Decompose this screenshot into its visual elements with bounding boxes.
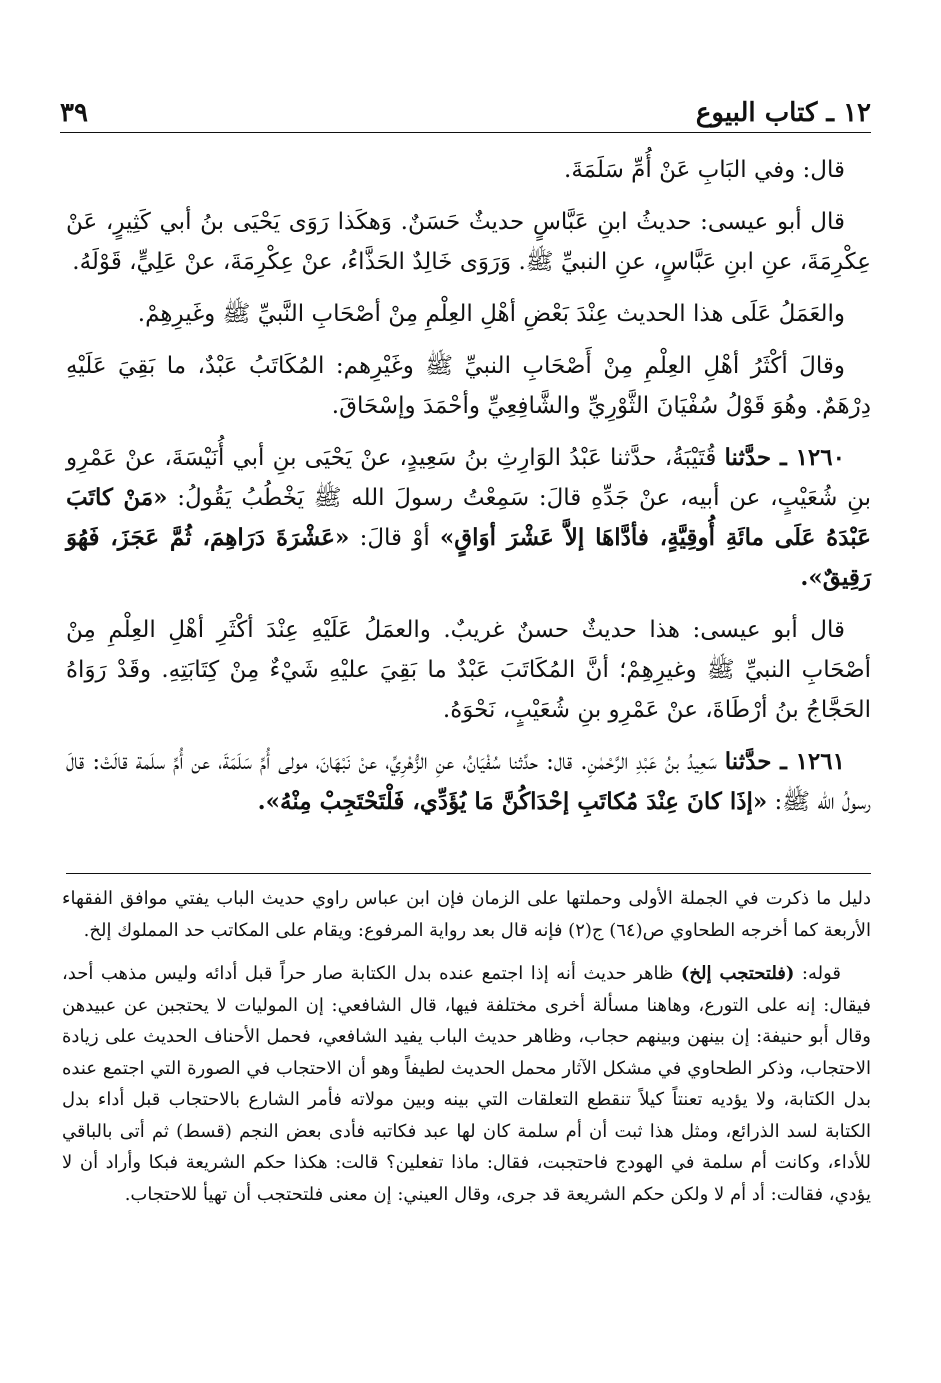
- hadith-1260-isnad: قُتَيْبَةُ، حدَّثنا عَبْدُ الوَارِثِ بنُ سَعِيدٍ، عنْ يَحْيَى بنِ أبي أُنَيْسَةَ، عنْ عَمْرِو بنِ شُعَيْبٍ، عن أبيه، عنْ جَدِّهِ قالَ: سَمِعْتُ رسولَ الله ﷺ يَخْطُبُ يَقُولُ:: [66, 445, 871, 511]
- hadith-1261: [66, 742, 871, 822]
- page-number: ٣٩: [60, 98, 88, 128]
- hadith-1260: [66, 438, 871, 598]
- footnote-separator: [66, 873, 871, 874]
- hadith-1261-number: ١٢٦١ ـ حدَّثنا: [724, 748, 845, 775]
- main-text: [66, 150, 871, 834]
- paragraph-abu-isa-1: قال أبو عيسى: حديثُ ابنِ عَبَّاسٍ حديثٌ حَسَنٌ. وَهكَذا رَوَى يَحْيَى بنُ أبي كَثِيرٍ، عَنْ عِكْرِمَةَ، عنِ ابنِ عَبَّاسٍ، عنِ النبيِّ ﷺ. وَرَوَى خَالِدٌ الحَذَّاءُ، عنْ عِكْرِمَةَ، عنْ عَلِيٍّ، قَوْلَهُ.: [66, 209, 871, 275]
- note-faltahtajib: [62, 958, 871, 1210]
- note-keyword: (فلتحتجب إلخ): [680, 963, 795, 984]
- hadith-1261-matn: «إذَا كانَ عِنْدَ مُكاتَبِ إحْدَاكُنَّ مَا يُؤَدِّي، فَلْتَحْتَجِبْ مِنْهُ».: [257, 788, 768, 815]
- paragraph-amal-1: والعَمَلُ عَلَى هذا الحديث عِنْدَ بَعْضِ أهْلِ العِلْمِ مِنْ أصْحَابِ النَّبيِّ ﷺ وغَيرِهِمْ.: [137, 301, 845, 327]
- note-lead: قوله:: [794, 963, 842, 984]
- note-body: ظاهر حديث أنه إذا اجتمع عنده بدل الكتابة صار حراً قبل أدائه وليس مذهب أحد، فيقال: إنه على التورع، وهاهنا مسألة أخرى مختلفة فيها، قال الشافعي: إن المولیات لا يحتجبن عن عبيدهن وقال أبو حنيفة: إن بينهن وبينهم حجاب، وظاهر حديث الباب يفيد الشافعي، فحمل الأحناف الحديث على زيادة الاحتجاب، وذكر الطحاوي في مشكل الآثار محمل الحديث لطيفاً وهو أن الاحتجاب في الصورة التي اجتمع عنده بدل الكتابة، ولا يؤديه تعنتاً كيلاً تنقطع التعلقات التي بينه وبين مولاته فأمر الشارع بالاحتجاب قبل أداء بدل الكتابة لسد الذرائع، ومثل هذا ثبت أن أم سلمة كان لها عبد فكاتبه فأدى بعض النجم (قسط) ثم أتى بالباقي للأداء، وكانت أم سلمة في الهودج فاحتجبت، فقال: ماذا تفعلين؟ قالت: هكذا حكم الشريعة فبكا وأراد أن لا يؤدي، فقالت: أد أم لا ولكن حكم الشريعة قد جرى، وقال العيني: إن معنى فلتحتجب أن تهيأ للاحتجاب.: [62, 963, 871, 1205]
- hadith-1261-isnad: سَعِيدُ بنُ عَبْدِ الرَّحْمٰنِ. قال: حدَّثنا سُفْيَانُ، عنِ الزُّهْرِيِّ، عنْ نَبْهَانَ، مولى أُمِّ سَلَمَةَ، عن أُمِّ سلَمة قالَتْ: قالَ رسولُ الله ﷺ:: [66, 749, 871, 815]
- hadith-1260-or-said: أوْ قالَ:: [349, 525, 440, 551]
- chapter-title: ١٢ ـ كتاب البيوع: [695, 98, 871, 128]
- commentary-notes: [62, 883, 871, 1222]
- hadith-1260-matn-2: «عَشْرَةَ دَرَاهِمَ، ثُمَّ عَجَزَ، فَهُوَ رَقِيقٌ».: [66, 524, 871, 591]
- hadith-1260-matn-1: «مَنْ كاتَبَ عَبْدَهُ عَلَى مائَةِ أُوقِيَّةٍ، فأدَّاهَا إلاَّ عَشْرَ أوَاقٍ»: [66, 484, 871, 551]
- note-daleel: دليل ما ذكرت في الجملة الأولى وحملتها على الزمان فإن ابن عباس راوي حديث الباب يفتي موافق الفقهاء الأربعة كما أخرجه الطحاوي ص(٦٤) ج(٢) فإنه قال بعد رواية المرفوع: ويقام على المكاتب حد المملوك إلخ.: [62, 888, 871, 941]
- paragraph-aktharu: وقالَ أكْثَرُ أهْلِ العِلْمِ مِنْ أَصْحَابِ النبيِّ ﷺ وغَيْرِهم: المُكَاتَبُ عَبْدٌ، ما بَقِيَ عَلَيْهِ دِرْهَمٌ. وهُوَ قَوْلُ سُفْيَانَ الثَّوْرِيِّ والشَّافِعِيِّ وأحْمَدَ وإسْحَاقَ.: [66, 353, 871, 419]
- paragraph-abu-isa-2: قال أبو عيسى: هذا حديثٌ حسنٌ غريبٌ. والعمَلُ عَلَيْهِ عِنْدَ أكْثَرِ أهْلِ العِلْمِ مِنْ أصْحَابِ النبيِّ ﷺ وغيرِهِمْ؛ أنَّ المُكَاتَبَ عَبْدٌ ما بَقِيَ عليْهِ شَيْءٌ مِنْ كِتَابَتِهِ. وقَدْ رَوَاهُ الحَجَّاجُ بنُ أرْطَاةَ، عنْ عَمْرِو بنِ شُعَيْبٍ، نَحْوَهُ.: [66, 617, 871, 723]
- running-header: [60, 84, 871, 133]
- paragraph-bab: قال: وفي البَابِ عَنْ أُمِّ سَلَمَةَ.: [564, 157, 845, 183]
- hadith-1260-number: ١٢٦٠ ـ حدَّثنا: [724, 444, 845, 471]
